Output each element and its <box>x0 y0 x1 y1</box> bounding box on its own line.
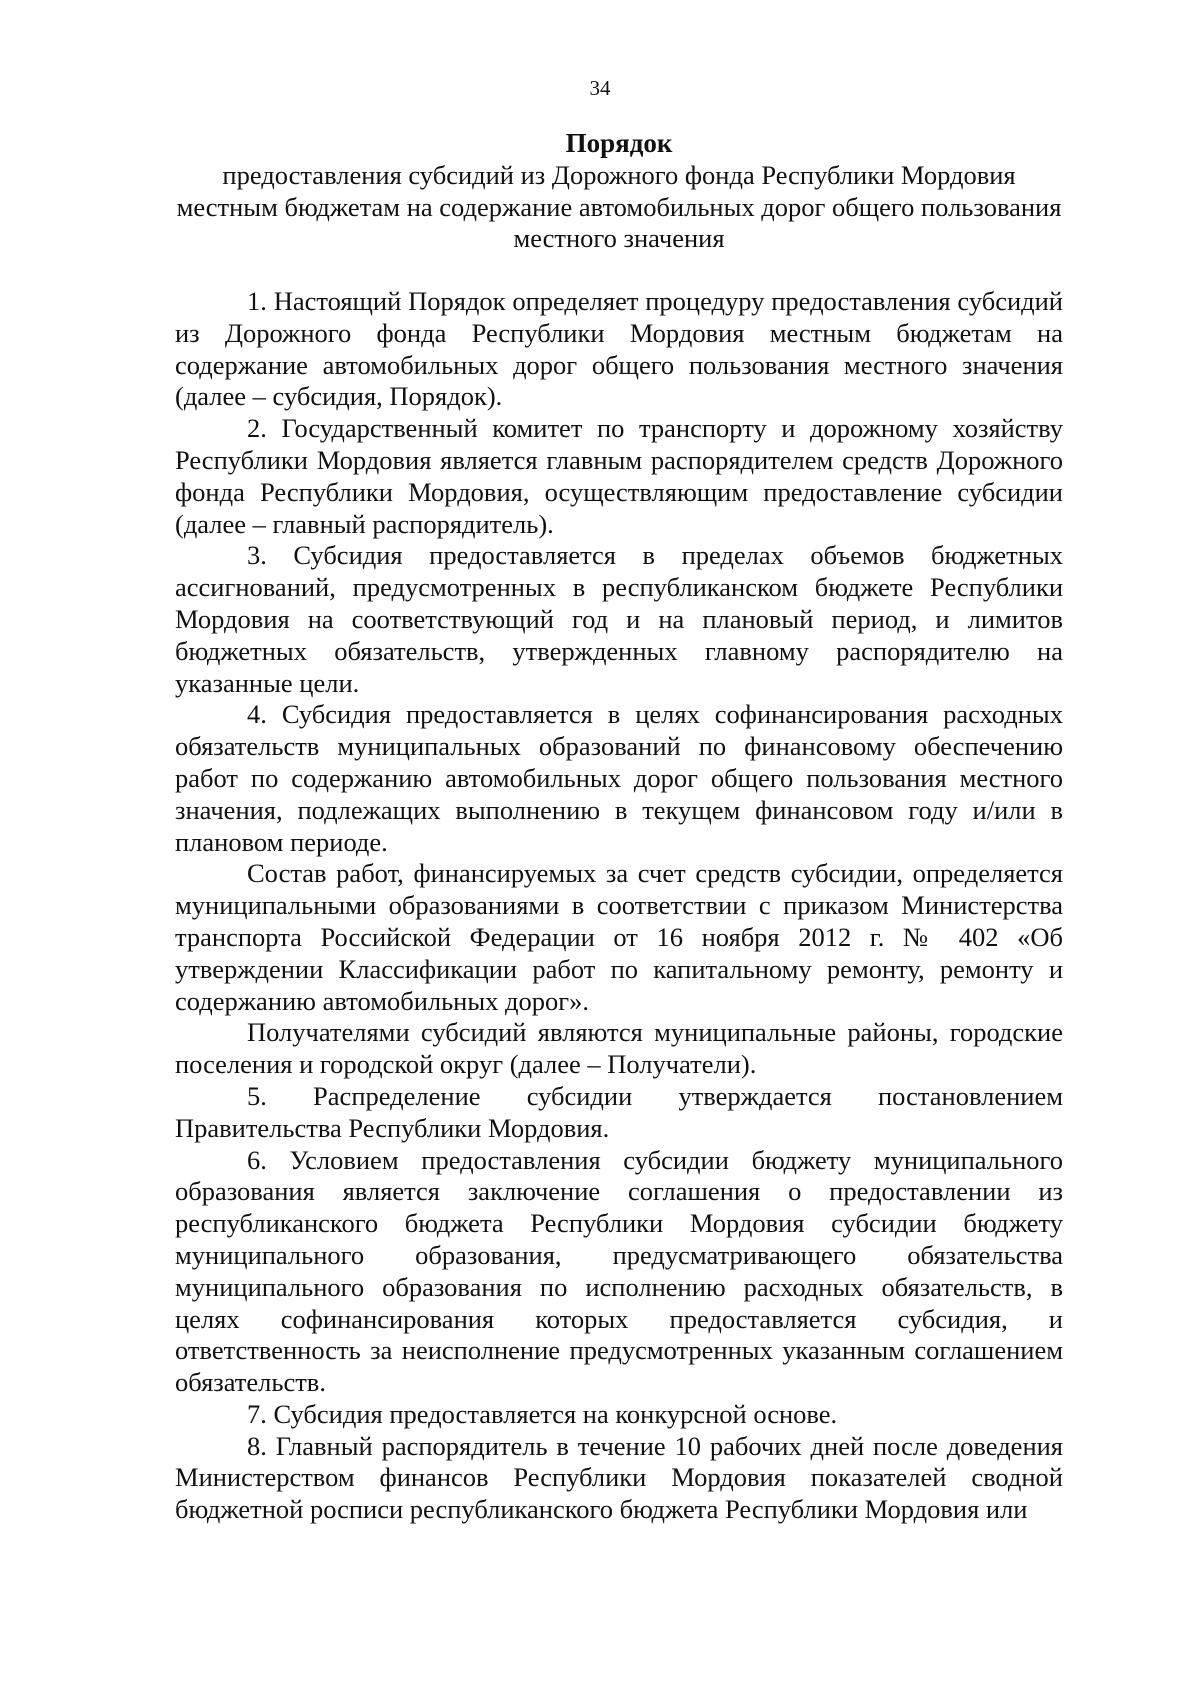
paragraph-6: 6. Условием предоставления субсидии бюджету муниципального образования является заключение соглашения о предоставлении из республиканского бюджета Республики Мордовия субсидии бюджету муниципального образования, предусматривающего обязательства муниципального образования по исполнению расходных обязательств, в целях софинансирования которых предоставляется субсидия, и ответственность за неисполнение предусмотренных указанным соглашением обязательств. <box>175 1144 1063 1398</box>
paragraph-2: 2. Государственный комитет по транспорту и дорожному хозяйству Республики Мордовия является главным распорядителем средств Дорожного фонда Республики Мордовия, осуществляющим предоставление субсидии (далее – главный распорядитель). <box>175 413 1063 539</box>
paragraph-5: 5. Распределение субсидии утверждается постановлением Правительства Республики Мордовия. <box>175 1080 1063 1143</box>
paragraph-3: 3. Субсидия предоставляется в пределах объемов бюджетных ассигнований, предусмотренных в республиканском бюджете Республики Мордовия на соответствующий год и на плановый период, и лимитов бюджетных обязательств, утвержденных главному распорядителю на указанные цели. <box>175 540 1063 698</box>
paragraph-4-composition: Состав работ, финансируемых за счет средств субсидии, определяется муниципальными образованиями в соответствии с приказом Министерства транспорта Российской Федерации от 16 ноября 2012 г. № 402 «Об утверждении Классификации работ по капитальному ремонту, ремонту и содержанию автомобильных дорог». <box>175 858 1063 1016</box>
paragraph-8: 8. Главный распорядитель в течение 10 рабочих дней после доведения Министерством финансов Республики Мордовия показателей сводной бюджетной росписи республиканского бюджета Республики Мордовия или <box>175 1430 1063 1525</box>
document-subtitle: предоставления субсидий из Дорожного фонда Республики Мордовия местным бюджетам на содержание автомобильных дорог общего пользования местного значения <box>176 160 1062 253</box>
paragraph-7: 7. Субсидия предоставляется на конкурсной основе. <box>247 1398 838 1429</box>
document-title: Порядок <box>565 128 673 158</box>
document-body <box>175 286 1063 1526</box>
paragraph-4-recipients: Получателями субсидий являются муниципальные районы, городские поселения и городской округ (далее – Получатели). <box>175 1017 1063 1080</box>
title-block <box>175 127 1063 255</box>
page-number: 34 <box>589 76 611 100</box>
paragraph-4: 4. Субсидия предоставляется в целях софинансирования расходных обязательств муниципальных образований по финансовому обеспечению работ по содержанию автомобильных дорог общего пользования местного значения, подлежащих выполнению в текущем финансовом году и/или в плановом периоде. <box>175 699 1063 857</box>
paragraph-1: 1. Настоящий Порядок определяет процедуру предоставления субсидий из Дорожного фонда Республики Мордовия местным бюджетам на содержание автомобильных дорог общего пользования местного значения (далее – субсидия, Порядок). <box>175 286 1063 412</box>
